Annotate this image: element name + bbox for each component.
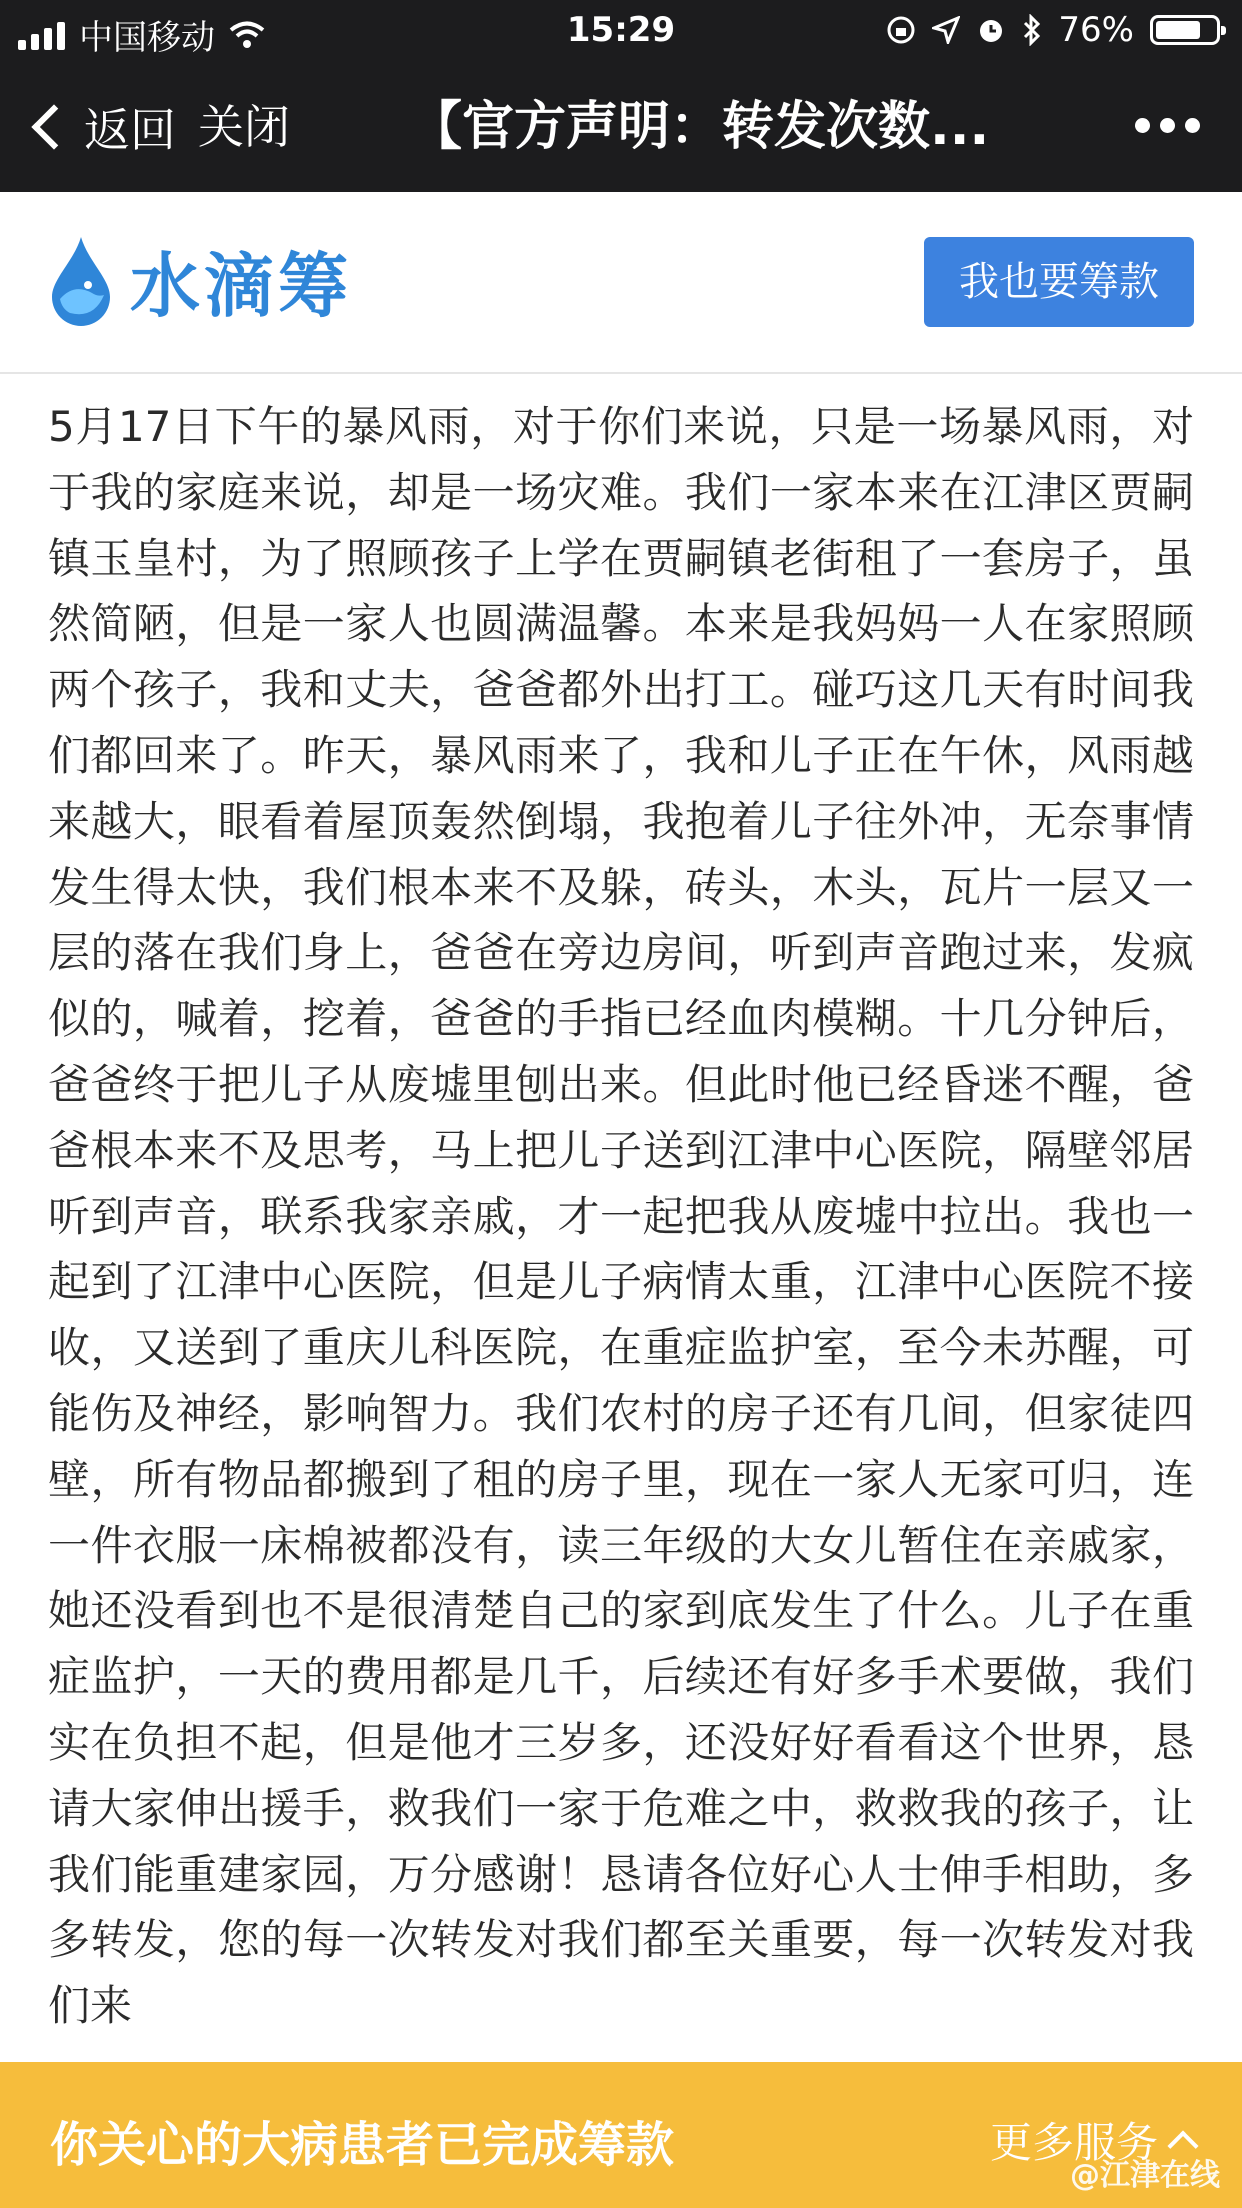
rotation-lock-icon xyxy=(886,15,916,45)
page-title: 【官方声明：转发次数... xyxy=(410,97,990,157)
back-button[interactable] xyxy=(28,92,176,162)
location-icon xyxy=(932,16,960,44)
status-bar xyxy=(0,0,1242,62)
chevron-left-icon xyxy=(31,104,76,149)
start-fundraiser-button[interactable]: 我也要筹款 xyxy=(924,237,1194,327)
bluetooth-icon xyxy=(1022,14,1042,46)
alarm-icon xyxy=(976,15,1006,45)
back-label: 返回 xyxy=(84,103,176,157)
brand-name: 水滴筹 xyxy=(130,245,352,327)
more-services-label: 更多服务 xyxy=(989,2118,1158,2167)
watermark: @江津在线 xyxy=(1070,2158,1220,2193)
bottom-banner[interactable] xyxy=(0,2062,1242,2208)
clock: 15:29 xyxy=(566,10,676,50)
nav-bar xyxy=(0,62,1242,192)
status-right xyxy=(886,10,1220,50)
more-options-icon[interactable] xyxy=(1135,118,1200,133)
appeal-text: 5月17日下午的暴风雨，对于你们来说，只是一场暴风雨，对于我的家庭来说，却是一场灾难。我们一家本来在江津区贾嗣镇玉皇村，为了照顾孩子上学在贾嗣镇老街租了一套房子，虽然简陋，但是一家人也圆满温馨。本来是我妈妈一人在家照顾两个孩子，我和丈夫，爸爸都外出打工。碰巧这几天有时间我们都回来了。昨天，暴风雨来了，我和儿子正在午休，风雨越来越大，眼看着屋顶轰然倒塌，我抱着儿子往外冲，无奈事情发生得太快，我们根本来不及躲，砖头，木头，瓦片一层又一层的落在我们身上，爸爸在旁边房间，听到声音跑过来，发疯似的，喊着，挖着，爸爸的手指已经血肉模糊。十几分钟后，爸爸终于把儿子从废墟里刨出来。但此时他已经昏迷不醒，爸爸根本来不及思考，马上把儿子送到江津中心医院，隔壁邻居听到声音，联系我家亲戚，才一起把我从废墟中拉出。我也一起到了江津中心医院，但是儿子病情太重，江津中心医院不接收，又送到了重庆儿科医院，在重症监护室，至今未苏醒，可能伤及神经，影响智力。我们农村的房子还有几间，但家徒四壁，所有物品都搬到了租的房子里，现在一家人无家可归，连一件衣服一床棉被都没有，读三年级的大女儿暂住在亲戚家，她还没看到也不是很清楚自己的家到底发生了什么。儿子在重症监护，一天的费用都是几千，后续还有好多手术要做，我们实在负担不起，但是他才三岁多，还没好好看看这个世界，恳请大家伸出援手，救我们一家于危难之中，救救我的孩子，让我们能重建家园，万分感谢！恳请各位好心人士伸手相助，多多转发，您的每一次转发对我们都至关重要，每一次转发对我们来 xyxy=(48,402,1194,2031)
brand-header xyxy=(0,192,1242,374)
close-button[interactable]: 关闭 xyxy=(198,100,290,154)
water-drop-icon xyxy=(48,235,114,327)
logo[interactable] xyxy=(48,230,352,331)
battery-icon xyxy=(1150,15,1220,45)
banner-message: 你关心的大病患者已完成筹款 xyxy=(50,2117,675,2173)
battery-percent: 76% xyxy=(1058,10,1134,50)
carrier-label: 中国移动 xyxy=(79,18,215,58)
